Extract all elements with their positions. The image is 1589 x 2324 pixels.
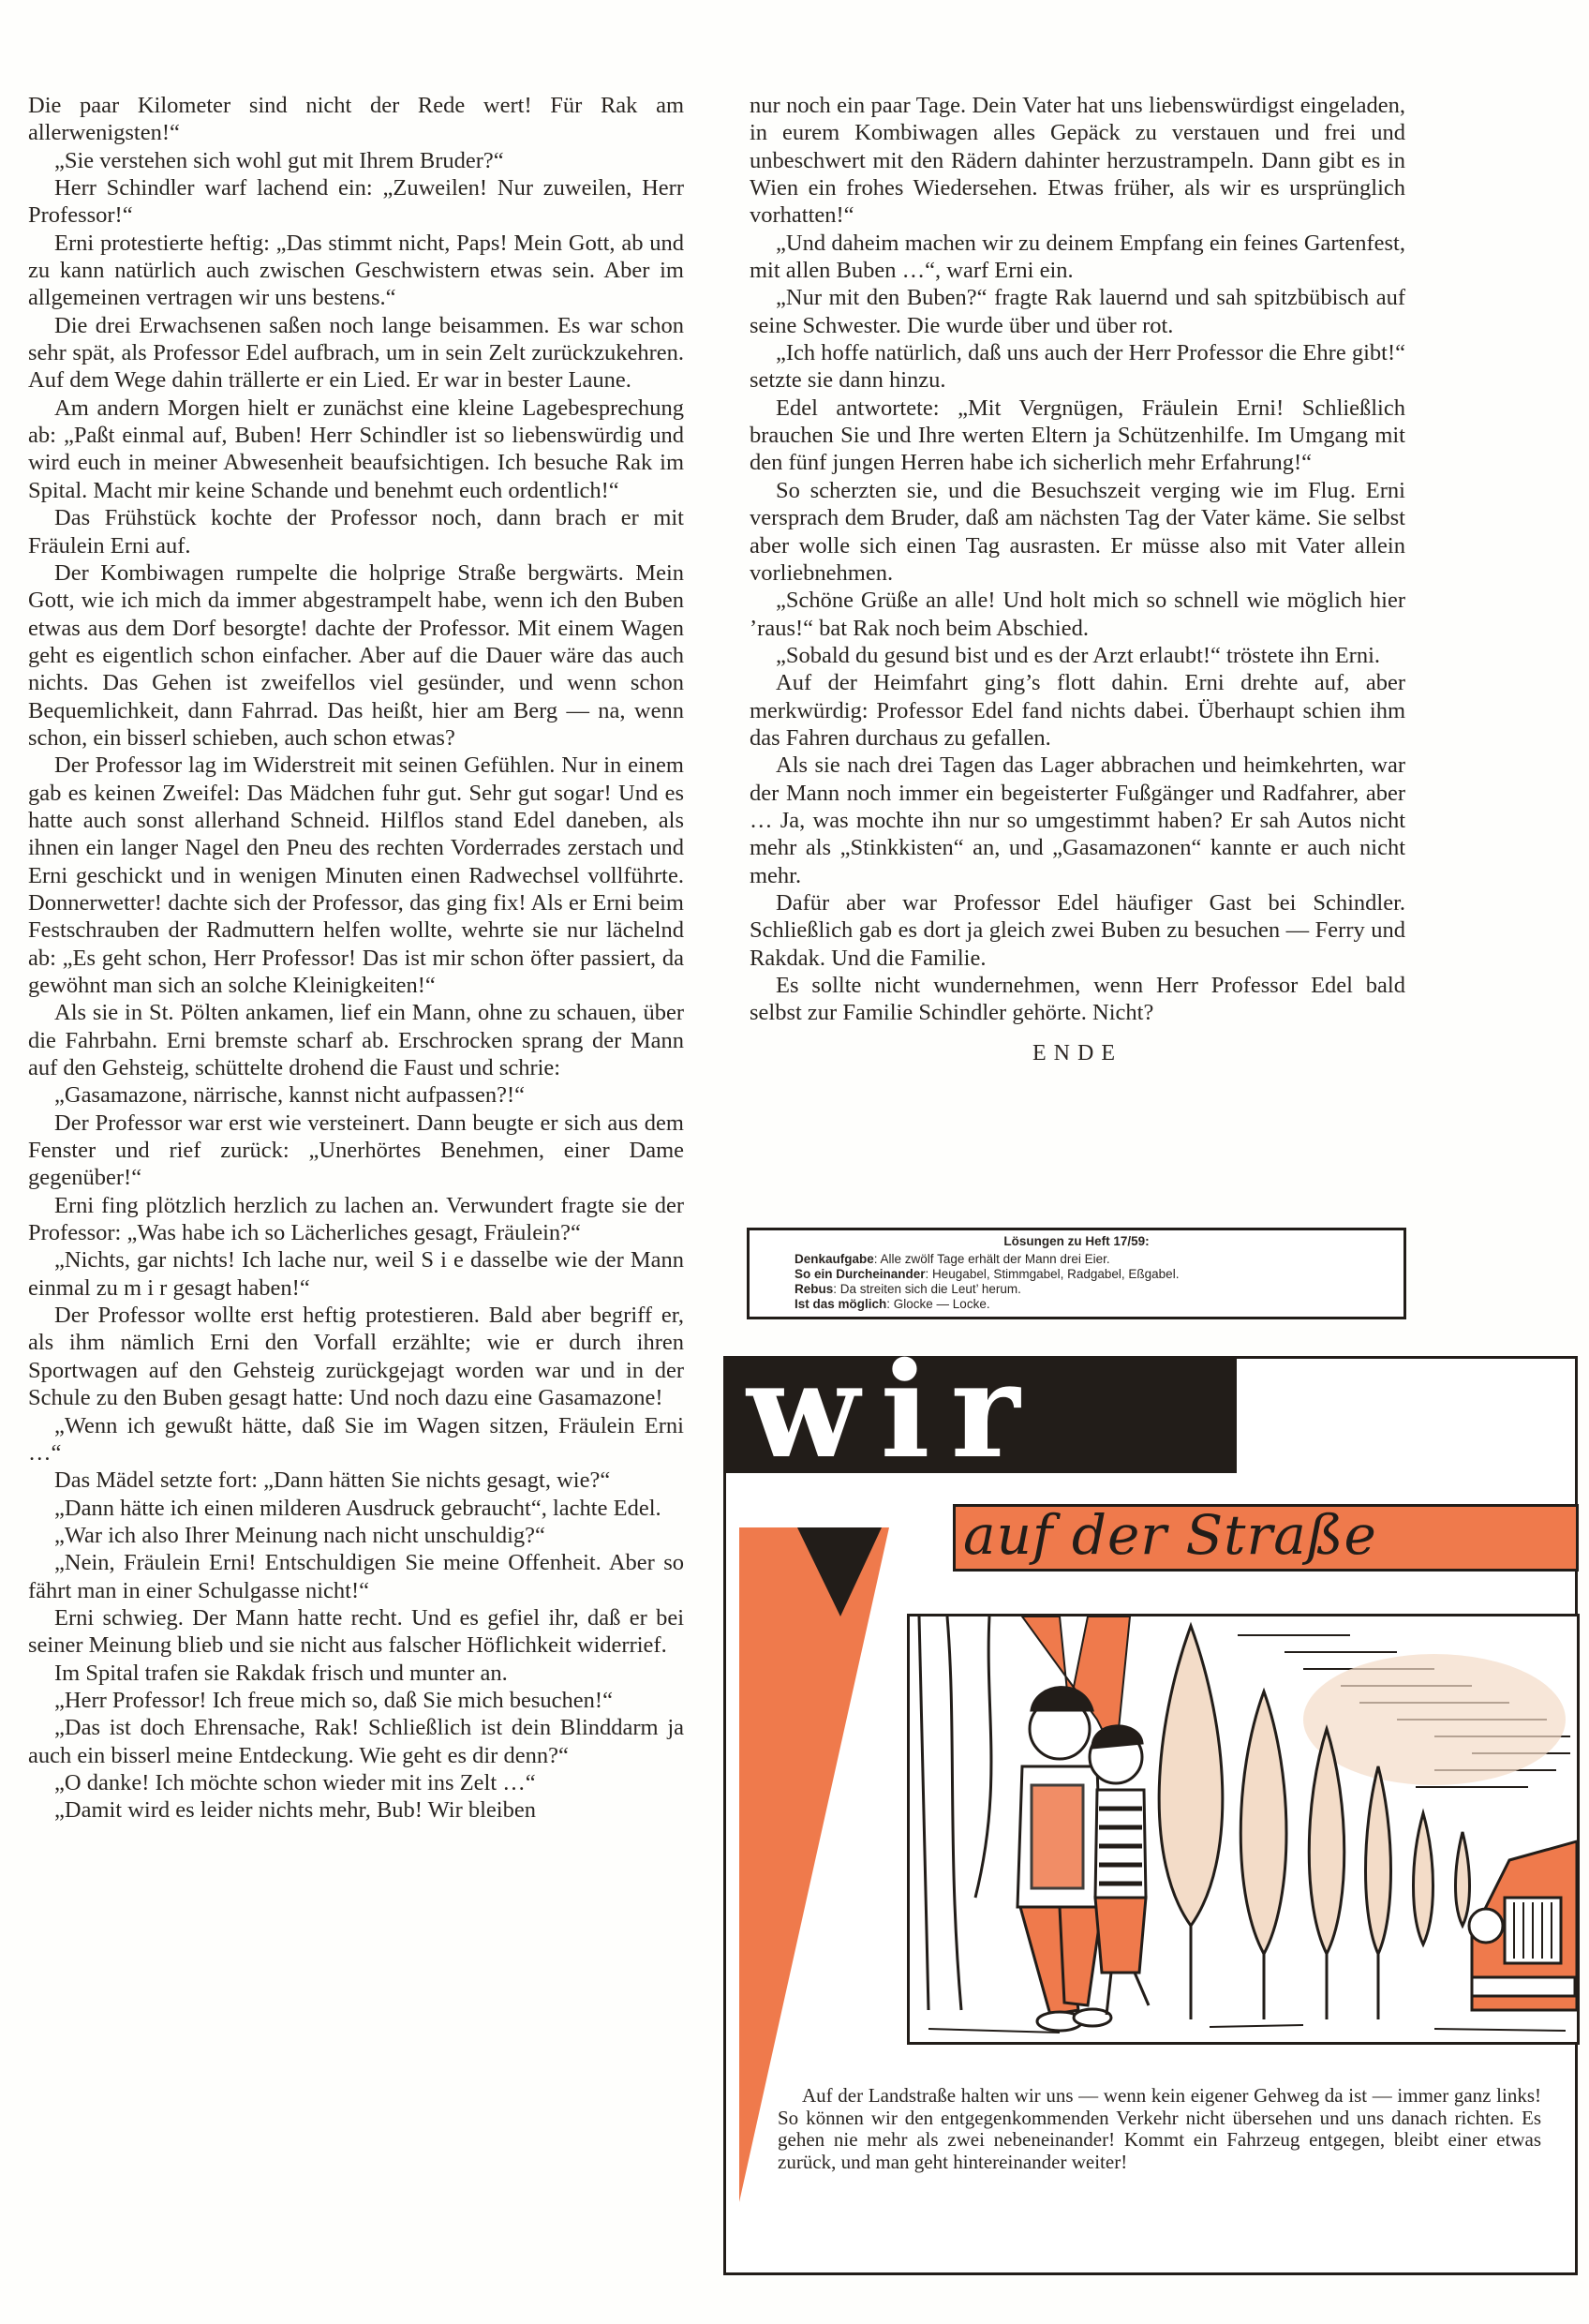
- solution-text: : Heugabel, Stimmgabel, Radgabel, Eßgabel.: [925, 1267, 1180, 1281]
- paragraph: Der Professor wollte erst heftig protestieren. Bald aber begriff er, als ihm nämlich Erni den Vorfall erzählte; wie er durch ihren Sportwagen auf den Gehsteig zurückgejagt worden war und in der Schule zu den Buben gesagt hatte: Und noch dazu eine Gasamazone!: [28, 1303, 684, 1411]
- paragraph: So scherzten sie, und die Besuchszeit verging wie im Flug. Erni versprach dem Bruder, daß am nächsten Tag der Vater käme. Sie selbst aber wolle sich einen Tag ausrasten. Er müsse also mit Vater allein vorliebnehmen.: [750, 477, 1405, 586]
- paragraph: „Und daheim machen wir zu deinem Empfang ein feines Gartenfest, mit allen Buben …“, warf Erni ein.: [750, 230, 1405, 284]
- solution-row: [794, 1252, 1403, 1267]
- solution-text: : Alle zwölf Tage erhält der Mann drei Eier.: [873, 1252, 1110, 1266]
- boy-small: [1090, 1726, 1149, 2015]
- panel-subtitle-script: auf der Straße: [963, 1504, 1377, 1567]
- paragraph: „Nein, Fräulein Erni! Entschuldigen Sie meine Offenheit. Aber so fährt man in einer Schulgasse nicht!“: [28, 1550, 684, 1603]
- paragraph: Der Professor lag im Widerstreit mit seinen Gefühlen. Nur in einem gab es keinen Zweifel: Das Mädchen fuhr gut. Sehr gut sogar! Und es hatte auch sonst allerhand Schneid. Hilflos stand Edel daneben, als ihnen ein langer Nagel den Pneu des rechten Vorderrades zerstach und Erni geschickt und in wenigen Minuten einen Radwechsel vollführte. Donnerwetter! dachte sich der Professor, das ging fix! Als er Erni beim Festschrauben der Radmuttern helfen wollte, wehrte sie nur lächelnd ab: „Es geht schon, Herr Professor! Das ist mir schon öfter passiert, da gewöhnt man sich an solche Kleinigkeiten!“: [28, 752, 684, 998]
- solution-label: Ist das möglich: [794, 1297, 887, 1311]
- solution-row: [794, 1282, 1403, 1297]
- paragraph: „War ich also Ihrer Meinung nach nicht unschuldig?“: [54, 1522, 545, 1548]
- paragraph: „Schöne Grüße an alle! Und holt mich so schnell wie möglich hier ’raus!“ bat Rak noch beim Abschied.: [750, 588, 1405, 641]
- paragraph: „Das ist doch Ehrensache, Rak! Schließlich ist dein Blinddarm ja auch ein bisserl meine Entdeckung. Wie geht es dir denn?“: [28, 1715, 684, 1768]
- paragraph: Die drei Erwachsenen saßen noch lange beisammen. Es war schon sehr spät, als Professor Edel aufbrach, um in sein Zelt zurückzukehren. Auf dem Wege dahin trällerte er ein Lied. Er war in bester Laune.: [28, 312, 684, 394]
- paragraph: Erni schwieg. Der Mann hatte recht. Und es gefiel ihr, daß er bei seiner Meinung blieb und sie nicht aus falscher Höflichkeit widerrief.: [28, 1604, 684, 1659]
- tree-trunks: [919, 1616, 991, 2010]
- solution-text: : Da streiten sich die Leut’ herum.: [833, 1282, 1021, 1296]
- panel-title-block: [726, 1334, 1237, 1488]
- paragraph: Erni fing plötzlich herzlich zu lachen an. Verwundert fragte sie der Professor: „Was habe ich so Lächerliches gesagt, Fräulein?“: [28, 1192, 684, 1246]
- paragraph: Als sie in St. Pölten ankamen, lief ein Mann, ohne zu schauen, über die Fahrbahn. Erni bremste scharf ab. Erschrocken sprang der Mann auf den Gehsteig, schüttelte drohend die Faust und schrie:: [28, 1000, 684, 1081]
- illustration-boys-walking: [907, 1614, 1580, 2045]
- paragraph: Das Frühstück kochte der Professor noch, dann brach er mit Fräulein Erni auf.: [28, 505, 684, 559]
- solution-label: So ein Durcheinander: [794, 1267, 926, 1281]
- paragraph: „Herr Professor! Ich freue mich so, daß Sie mich besuchen!“: [54, 1687, 613, 1713]
- panel-caption: [778, 2085, 1541, 2173]
- paragraph: „Wenn ich gewußt hätte, daß Sie im Wagen sitzen, Fräulein Erni …“: [28, 1412, 684, 1466]
- paragraph: „Dann hätte ich einen milderen Ausdruck gebraucht“, lachte Edel.: [54, 1495, 661, 1521]
- caption-text: Auf der Landstraße halten wir uns — wenn kein eigener Gehweg da ist — immer ganz links! So können wir den entgegenkommenden Verkehr nicht übersehen und uns danach richten. Es gehen nie mehr als zwei nebeneinander! Kommt ein Fahrzeug entgegen, bleibt einer etwas zurück, und man geht hintereinander weiter!: [778, 2084, 1541, 2173]
- article-column-right: [750, 92, 1405, 1067]
- panel-title-wir: wir: [747, 1334, 1041, 1488]
- paragraph: „Nur mit den Buben?“ fragte Rak lauernd und sah spitzbübisch auf seine Schwester. Die wurde über und über rot.: [750, 285, 1405, 338]
- paragraph: nur noch ein paar Tage. Dein Vater hat uns liebenswürdigst eingeladen, in eurem Kombiwagen alles Gepäck zu verstauen und frei und unbeschwert mit den Rädern dahinter herzustrampeln. Dann gibt es in Wien ein frohes Wiedersehen. Etwas früher, als wir es ursprünglich vorhatten!“: [750, 93, 1405, 229]
- paragraph: „Ich hoffe natürlich, daß uns auch der Herr Professor die Ehre gibt!“ setzte sie dann hinzu.: [750, 340, 1405, 394]
- paragraph: „Sie verstehen sich wohl gut mit Ihrem Bruder?“: [54, 147, 504, 173]
- solution-label: Rebus: [794, 1282, 834, 1296]
- paragraph: Der Professor war erst wie versteinert. Dann beugte er sich aus dem Fenster und rief zurück: „Unerhörtes Benehmen, einer Dame gegenüber!“: [28, 1110, 684, 1191]
- story-end-marker: ENDE: [1032, 1040, 1122, 1065]
- paragraph: Es sollte nicht wundernehmen, wenn Herr Professor Edel bald selbst zur Familie Schindler gehörte. Nicht?: [750, 973, 1405, 1026]
- traffic-education-panel: [723, 1334, 1578, 2275]
- haze: [1303, 1654, 1566, 1785]
- paragraph: Am andern Morgen hielt er zunächst eine kleine Lagebesprechung ab: „Paßt einmal auf, Buben! Herr Schindler ist so liebenswürdig und wird euch in meiner Abwesenheit beaufsichtigen. Ich besuche Rak im Spital. Macht mir keine Schande und benehmt euch ordentlich!“: [28, 395, 684, 503]
- paragraph: Als sie nach drei Tagen das Lager abbrachen und heimkehrten, war der Mann noch immer ein begeisterter Fußgänger und Radfahrer, aber … Ja, was mochte ihn nur so umgestimmt haben? Er sah Autos nicht mehr als „Stinkkisten“ an, und „Gasamazonen“ kannte er auch nicht mehr.: [750, 752, 1405, 888]
- solutions-title: Lösungen zu Heft 17/59:: [1003, 1234, 1150, 1248]
- solution-row: [794, 1267, 1403, 1282]
- paragraph: Auf der Heimfahrt ging’s flott dahin. Erni drehte auf, aber merkwürdig: Professor Edel fand nichts dabei. Überhaupt schien ihm das Fahren durchaus zu gefallen.: [750, 670, 1405, 751]
- paragraph: Herr Schindler warf lachend ein: „Zuweilen! Nur zuweilen, Herr Professor!“: [28, 175, 684, 229]
- panel-subtitle-box: [953, 1504, 1579, 1572]
- paragraph: „Nichts, gar nichts! Ich lache nur, weil S i e dasselbe wie der Mann einmal zu m i r gesagt haben!“: [28, 1247, 684, 1301]
- paragraph: Edel antwortete: „Mit Vergnügen, Fräulein Erni! Schließlich brauchen Sie und Ihre werten Eltern ja Schützenhilfe. Im Umgang mit den fünf jungen Herren habe ich sicherlich mehr Erfahrung!“: [750, 395, 1405, 476]
- red-car: [1469, 1841, 1577, 2010]
- illustration-drawing: [910, 1616, 1577, 2042]
- paragraph: Dafür aber war Professor Edel häufiger Gast bei Schindler. Schließlich gab es dort ja gleich zwei Buben zu besuchen — Ferry und Rakdak. Und die Familie.: [750, 889, 1405, 971]
- paragraph: Die paar Kilometer sind nicht der Rede wert! Für Rak am allerwenigsten!“: [28, 93, 684, 146]
- paragraph: Der Kombiwagen rumpelte die holprige Straße bergwärts. Mein Gott, wie ich mich da immer abgestrampelt habe, wenn ich den Buben etwas aus dem Dorf besorgte! dachte der Professor. Mit einem Wagen geht es eigentlich schon einfacher. Aber auf die Dauer wäre das auch nichts. Das Gehen ist zweifellos viel gesünder, und wenn schon Bequemlichkeit, dann Fahrrad. Das heißt, hier am Berg — na, wenn schon, ein bisserl schieben, auch schon etwas?: [28, 559, 684, 751]
- paragraph: „O danke! Ich möchte schon wieder mit ins Zelt …“: [54, 1769, 536, 1795]
- paragraph: Im Spital trafen sie Rakdak frisch und munter an.: [54, 1660, 508, 1686]
- paragraph: Erni protestierte heftig: „Das stimmt nicht, Paps! Mein Gott, ab und zu kann natürlich auch zwischen Geschwistern etwas sein. Aber im allgemeinen vertragen wir uns bestens.“: [28, 230, 684, 311]
- solution-label: Denkaufgabe: [794, 1252, 874, 1266]
- paragraph: „Sobald du gesund bist und es der Arzt erlaubt!“ tröstete ihn Erni.: [776, 642, 1381, 668]
- article-column-left: [28, 92, 684, 1825]
- solution-row: [794, 1297, 1403, 1312]
- solution-text: : Glocke — Locke.: [886, 1297, 990, 1311]
- paragraph: „Damit wird es leider nichts mehr, Bub! Wir bleiben: [54, 1797, 536, 1824]
- solutions-box: [747, 1228, 1406, 1319]
- ground-hatching: [928, 2025, 1566, 2033]
- paragraph: Das Mädel setzte fort: „Dann hätten Sie nichts gesagt, wie?“: [54, 1467, 611, 1494]
- paragraph: „Gasamazone, närrische, kannst nicht aufpassen?!“: [54, 1082, 526, 1109]
